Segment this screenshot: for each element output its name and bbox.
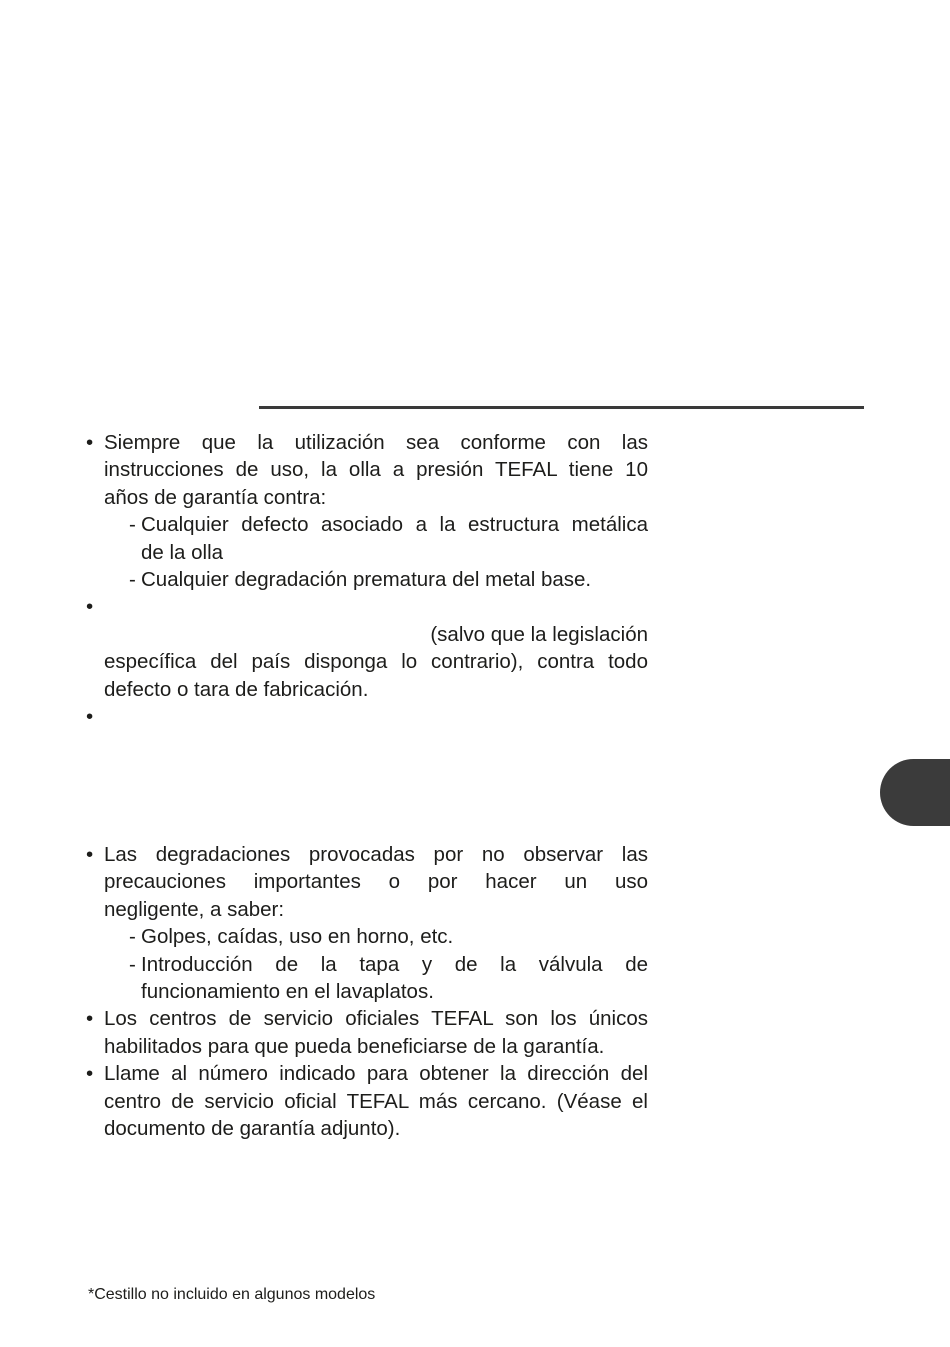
text-line: años de garantía contra:	[104, 485, 327, 509]
chapter-tab	[880, 759, 950, 826]
text-line: • Llame al número indicado para obtener la dirección del	[104, 1062, 648, 1086]
text-line: Cualquier defecto asociado a la estructura metálica	[141, 513, 648, 537]
exclusions-block	[86, 841, 648, 1142]
text-line: de la olla	[141, 540, 224, 564]
empty-line	[104, 703, 648, 730]
dash-marker: -	[129, 952, 136, 976]
text-line: defecto o tara de fabricación.	[104, 677, 369, 701]
sub-item	[86, 566, 648, 593]
text-line: • (salvo que la legislación	[430, 622, 648, 646]
text-line: específica del país disponga lo contrario), contra todo	[104, 650, 648, 674]
guarantee-block	[86, 429, 648, 730]
bullet-item-service-centers	[86, 1005, 648, 1060]
bullet-item-manufacturing	[86, 593, 648, 703]
text-line: instrucciones de uso, la olla a presión TEFAL tiene 10	[104, 458, 648, 482]
section-rule	[259, 406, 864, 409]
text-line: precauciones importantes o por hacer un uso	[104, 870, 648, 894]
bullet-item-guarantee	[86, 429, 648, 511]
sub-item	[86, 951, 648, 1006]
sub-item	[86, 511, 648, 566]
text-line: Cualquier degradación prematura del metal base.	[141, 568, 592, 592]
dash-marker: -	[129, 568, 136, 592]
text-line: habilitados para que pueda beneficiarse de la garantía.	[104, 1034, 605, 1058]
bullet-item-empty	[86, 703, 648, 730]
text-line: centro de servicio oficial TEFAL más cercano. (Véase el	[104, 1089, 648, 1113]
bullet-item-call-number	[86, 1060, 648, 1142]
empty-line	[104, 593, 648, 620]
text-line: funcionamiento en el lavaplatos.	[141, 980, 434, 1004]
text-line: negligente, a saber:	[104, 897, 285, 921]
dash-marker: -	[129, 925, 136, 949]
dash-marker: -	[129, 513, 136, 537]
text-line: • Siempre que la utilización sea conforme con las	[104, 431, 648, 454]
text-line: • Los centros de servicio oficiales TEFAL son los únicos	[104, 1007, 648, 1031]
text-line: • Las degradaciones provocadas por no observar las	[104, 843, 648, 866]
bullet-item-degradations	[86, 841, 648, 923]
sub-item	[86, 923, 648, 950]
text-line: Introducción de la tapa y de la válvula de	[141, 952, 648, 976]
text-line: Golpes, caídas, uso en horno, etc.	[141, 925, 454, 949]
footnote: *Cestillo no incluido en algunos modelos	[88, 1286, 376, 1303]
text-line: documento de garantía adjunto).	[104, 1117, 401, 1141]
